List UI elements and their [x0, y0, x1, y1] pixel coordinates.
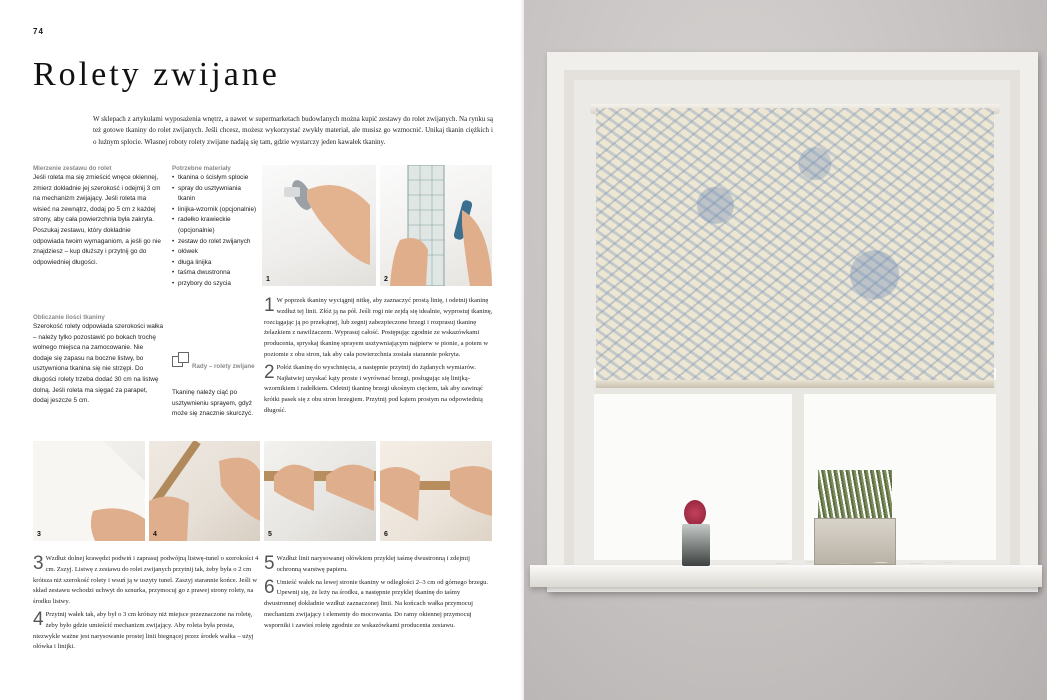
step-photo-3 [33, 441, 145, 541]
materials-item: • długa linijka [172, 258, 258, 269]
measuring-section [33, 165, 163, 268]
materials-item: • zestaw do rolet zwijanych [172, 237, 258, 248]
blind-bottom-bar [596, 380, 994, 388]
page-number: 74 [33, 27, 44, 36]
tips-icon [172, 352, 190, 368]
step-number: 1 [264, 295, 275, 316]
materials-item: • tkanina o ścisłym splocie [172, 173, 258, 184]
steps-1-2 [264, 296, 494, 419]
materials-list [172, 173, 258, 290]
step-text: Wzdłuż dolnej krawędzi podwiń i zaprasuj podwójną listwę-tunel o szerokości 4 cm. Zszyj. Listwę z zestawu do rolet zwijanych przytnij tak, żeby była o 2 cm krótsza niż szerokość rolety i wsuń ją w uszyty tunel. Zaszyj starannie końce. Jeśli w skład zestawu wchodzi uchwyt do sznurka, przymocuj go z prawej strony rolety, na środku listwy. [33, 555, 259, 606]
step-item [264, 296, 494, 361]
step-photo-5 [264, 441, 376, 541]
toile-roller-blind [596, 108, 994, 386]
step-text: W poprzek tkaniny wyciągnij nitkę, aby zaznaczyć prostą linię, i odetnij tkaninę wzdłuż tej linii. Złóż ją na pół. Jeśli rogi nie zejdą się idealnie, wyprostuj tkaninę, rozciągając ją po przekątnej, lub zegnij zabezpieczone brzegi i rozprasuj tkaninę żelazkiem z nawilżaczem. Wyprasuj całość. Postępując zgodnie ze wskazówkami producenta, spryskaj tkaninę sprayem usztywniającym najpierw w pionie, a potem w poziomie z obu stron, tak aby cała powierzchnia została starannie pokryta. [264, 297, 493, 358]
tape-illustration [264, 441, 376, 541]
fabric-calculation-section [33, 314, 163, 407]
materials-heading: Potrzebne materiały [172, 165, 231, 172]
step-photo-number: 5 [268, 531, 272, 538]
page-title: Rolety zwijane [33, 56, 280, 93]
step-photo-number: 1 [266, 276, 270, 283]
step-number: 3 [33, 553, 44, 574]
tips-heading: Rady – rolety zwijane [192, 363, 255, 370]
step-text: Umieść wałek na lewej stronie tkaniny w odległości 2–3 cm od górnego brzegu. Upewnij się, że leży na środku, a następnie przyklej tkaninę do taśmy dwustronnej dokładnie wzdłuż zaznaczonej linii. Na końcach wałka przymocuj mechanizm zwijający i elementy do mocowania. Do ramy okiennej przymocuj wsporniki i zawieś roletę zgodnie ze wskazówkami producenta zestawu. [264, 578, 489, 629]
window-sill [530, 565, 1042, 587]
fabric-calculation-text: Szerokość rolety odpowiada szerokości wałka – należy tylko pozostawić po bokach trochę wolnego miejsca na zamocowanie. Nie dodaje się zapasu na boczne listwy, bo usztywniona tkanina się nie strzępi. Do długości rolety trzeba dodać 30 cm na listwę dolną. Jeśli roleta ma sięgać za parapet, dodaj jeszcze 5 cm. [33, 323, 164, 405]
grass-planter [814, 470, 896, 565]
step-number: 2 [264, 361, 275, 383]
step-number: 5 [264, 553, 275, 574]
ruler-cutter-illustration [380, 165, 492, 286]
materials-item: • przybory do szycia [172, 279, 258, 290]
step-photo-number: 2 [384, 276, 388, 283]
step-text: Wzdłuż linii narysowanej ołówkiem przyklej taśmę dwustronną i zdejmij ochronną warstwę papieru. [276, 555, 470, 573]
flower [684, 500, 706, 526]
step-photo-number: 3 [37, 531, 41, 538]
step-text: Połóż tkaninę do wyschnięcia, a następnie przytnij do żądanych wymiarów. Najłatwiej uzyskać kąty proste i wyrównać brzegi, posługując się linijką-wzornikiem i radełkiem. Odetnij tkaninę brzegi ukośnym cięciem, tak aby zawinąć krótki pasek się z obu stron brzegiem. Przytnij pod kątem prostym na odpowiednią długość. [264, 363, 483, 414]
step-photo-1 [262, 165, 376, 286]
step-number: 6 [264, 576, 275, 598]
grass [818, 470, 892, 522]
materials-item: • linijka-wzornik (opcjonalnie) [172, 205, 258, 216]
glass-vase [682, 524, 710, 566]
step-item [33, 554, 261, 608]
flower-vase [682, 500, 710, 566]
intro-paragraph: W sklepach z artykułami wyposażenia wnętrz, a nawet w supermarketach budowlanych można kupić zestawy do rolet zwijanych. Na rynku są też gotowe tkaniny do rolet zwijanych. Jeśli chcesz, możesz wykorzystać zwykły materiał, ale musisz go wzmocnić. Unikaj tkanin ciężkich i o luźnym splocie. Własnej roboty rolety zwijane nadają się tam, gdzie wystarczy jeden kawałek tkaniny. [93, 115, 493, 146]
roller-cut-illustration [149, 441, 260, 541]
step-item [264, 554, 494, 576]
step-number: 4 [33, 608, 44, 630]
tips-text: Tkaninę należy ciąć po usztywnieniu sprayem, gdyż może się znacznie skurczyć. [172, 389, 253, 418]
materials-item: • taśma dwustronna [172, 268, 258, 279]
window-mullion-vertical [792, 368, 804, 560]
materials-item: • ołówek [172, 247, 258, 258]
steps-5-6 [264, 554, 494, 634]
step-item [264, 363, 494, 417]
steps-3-4 [33, 554, 261, 655]
right-page-photo [524, 0, 1047, 700]
step-photo-2 [380, 165, 492, 286]
hem-illustration [33, 441, 145, 541]
step-photo-6 [380, 441, 492, 541]
step-text: Przytnij wałek tak, aby był o 3 cm krótszy niż miejsce przeznaczone na roletę, żeby było gdzie umieścić mechanizm zwijający. Aby roleta była prosta, niezwykle ważne jest narysowanie prostej linii biegnącej przez środek wałka – użyj ołówka i linijki. [33, 610, 254, 651]
fabric-calculation-heading: Obliczanie ilości tkaniny [33, 314, 105, 321]
materials-item: • radełko krawieckie (opcjonalnie) [172, 215, 258, 236]
step-item [33, 610, 261, 653]
pebbles [766, 556, 964, 568]
materials-item: • spray do usztywniania tkanin [172, 184, 258, 205]
measuring-text: Jeśli roleta ma się zmieścić wnęce okiennej, zmierz dokładnie jej szerokość i odejmij 3 cm na mechanizm zwijający. Jeśli roleta ma wisieć na zewnątrz, dodaj po 5 cm z każdej strony, aby cała powierzchnia była zakryta. Poszukaj zestawu, który dokładnie odpowiada twoim wymaganiom, a jeśli go nie znajdziesz – kup dłuższy i przytnij go do odpowiedniej długości. [33, 174, 161, 266]
step-photo-4 [149, 441, 260, 541]
spray-illustration [262, 165, 376, 286]
materials-section [172, 165, 258, 290]
step-photo-number: 6 [384, 531, 388, 538]
step-photo-number: 4 [153, 531, 157, 538]
attach-roller-illustration [380, 441, 492, 541]
step-item [264, 578, 494, 632]
measuring-heading: Mierzenie zestawu do rolet [33, 165, 112, 172]
